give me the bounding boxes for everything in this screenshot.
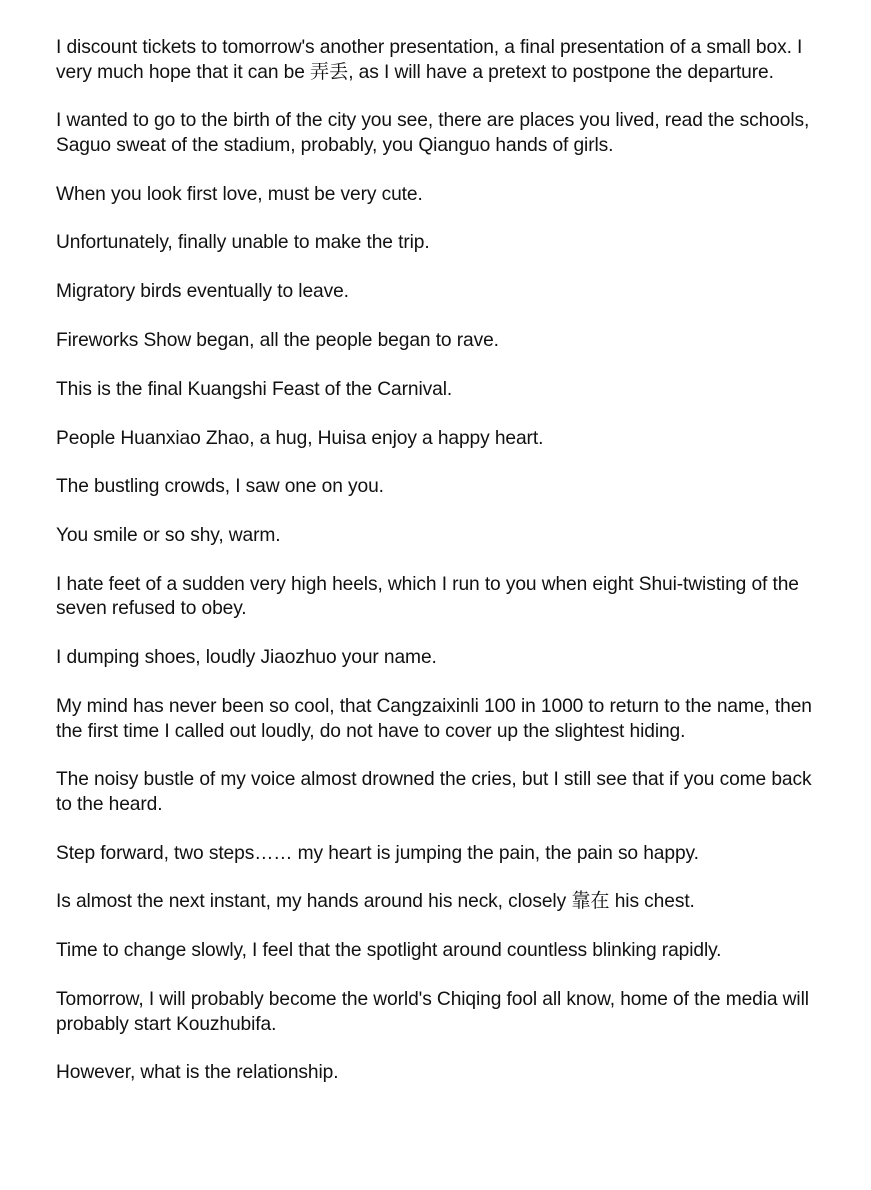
paragraph: The bustling crowds, I saw one on you. (56, 476, 384, 498)
paragraph: Time to change slowly, I feel that the spotlight around countless blinking rapidly. (56, 940, 722, 962)
paragraph: Step forward, two steps…… my heart is jumping the pain, the pain so happy. (56, 842, 699, 864)
paragraph: I dumping shoes, loudly Jiaozhuo your name. (56, 647, 437, 669)
paragraph: Is almost the next instant, my hands around his neck, closely 靠在 his chest. (56, 891, 695, 913)
paragraph: I discount tickets to tomorrow's another presentation, a final presentation of a small box. I very much hope that it can be 弄丢, as I will have a pretext to postpone the departure. (56, 37, 803, 83)
paragraph: You smile or so shy, warm. (56, 525, 281, 547)
paragraph: Migratory birds eventually to leave. (56, 281, 349, 303)
paragraph: I wanted to go to the birth of the city you see, there are places you lived, read the schools, Saguo sweat of the stadium, probably, you Qianguo hands of girls. (56, 110, 810, 156)
paragraph: However, what is the relationship. (56, 1062, 339, 1084)
paragraph: This is the final Kuangshi Feast of the Carnival. (56, 378, 453, 400)
document-body (56, 36, 826, 1086)
paragraph: Unfortunately, finally unable to make the trip. (56, 232, 430, 254)
paragraph: When you look first love, must be very cute. (56, 183, 423, 205)
paragraph: Fireworks Show began, all the people began to rave. (56, 329, 499, 351)
paragraph: The noisy bustle of my voice almost drowned the cries, but I still see that if you come back to the heard. (56, 769, 812, 815)
paragraph: People Huanxiao Zhao, a hug, Huisa enjoy a happy heart. (56, 427, 544, 449)
paragraph: Tomorrow, I will probably become the world's Chiqing fool all know, home of the media will probably start Kouzhubifa. (56, 989, 809, 1035)
paragraph: I hate feet of a sudden very high heels, which I run to you when eight Shui-twisting of the seven refused to obey. (56, 573, 799, 620)
paragraph: My mind has never been so cool, that Cangzaixinli 100 in 1000 to return to the name, then the first time I called out loudly, do not have to cover up the slightest hiding. (56, 696, 812, 742)
